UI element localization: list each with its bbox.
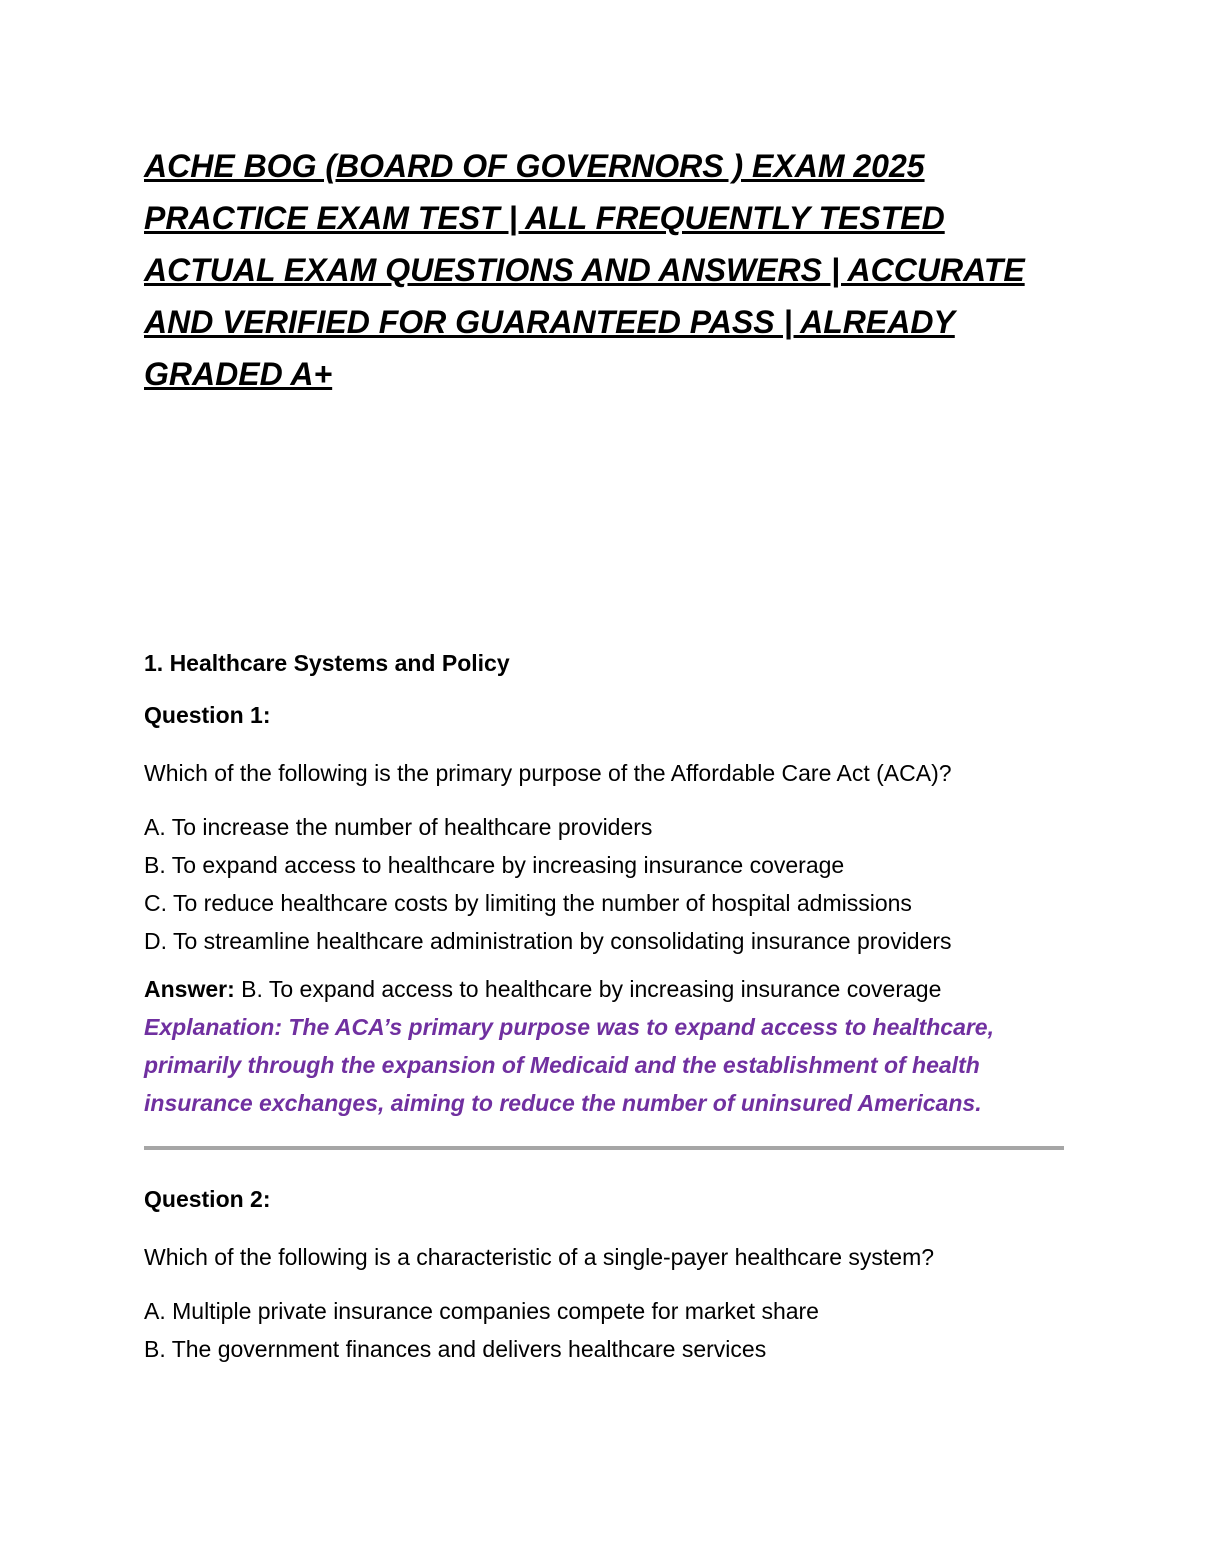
document-title: ACHE BOG (BOARD OF GOVERNORS ) EXAM 2025 PRACTICE EXAM TEST | ALL FREQUENTLY TESTED ACTUAL EXAM QUESTIONS AND ANSWERS | ACCURATE AND VERIFIED FOR GUARANTEED PASS | ALREADY GRADED A+ (144, 148, 1025, 392)
answer-option: A. Multiple private insurance companies compete for market share (144, 1298, 819, 1324)
answer-option: A. To increase the number of healthcare providers (144, 814, 653, 840)
question-2-options (144, 1292, 1064, 1368)
question-1-label: Question 1: (144, 702, 271, 728)
question-block-2 (144, 1184, 1064, 1368)
answer-option: D. To streamline healthcare administration by consolidating insurance providers (144, 928, 952, 954)
section-divider (144, 1146, 1064, 1150)
answer-option: C. To reduce healthcare costs by limiting the number of hospital admissions (144, 890, 912, 916)
answer-label: Answer: (144, 976, 235, 1002)
question-2-text: Which of the following is a characteristic of a single-payer healthcare system? (144, 1244, 935, 1270)
question-1-options (144, 808, 1064, 960)
question-1-explanation: Explanation: The ACA’s primary purpose was to expand access to healthcare, primarily through the expansion of Medicaid and the establishment of health insurance exchanges, aiming to reduce the number of uninsured Americans. (144, 1014, 994, 1116)
question-1-answer (144, 970, 1064, 1008)
answer-option: B. To expand access to healthcare by increasing insurance coverage (144, 852, 845, 878)
answer-value: B. To expand access to healthcare by increasing insurance coverage (234, 976, 942, 1002)
question-1-text: Which of the following is the primary purpose of the Affordable Care Act (ACA)? (144, 760, 952, 786)
question-2-label: Question 2: (144, 1186, 271, 1212)
question-block-1 (144, 700, 1064, 1122)
answer-option: B. The government finances and delivers healthcare services (144, 1336, 767, 1362)
section-heading: 1. Healthcare Systems and Policy (144, 650, 510, 676)
